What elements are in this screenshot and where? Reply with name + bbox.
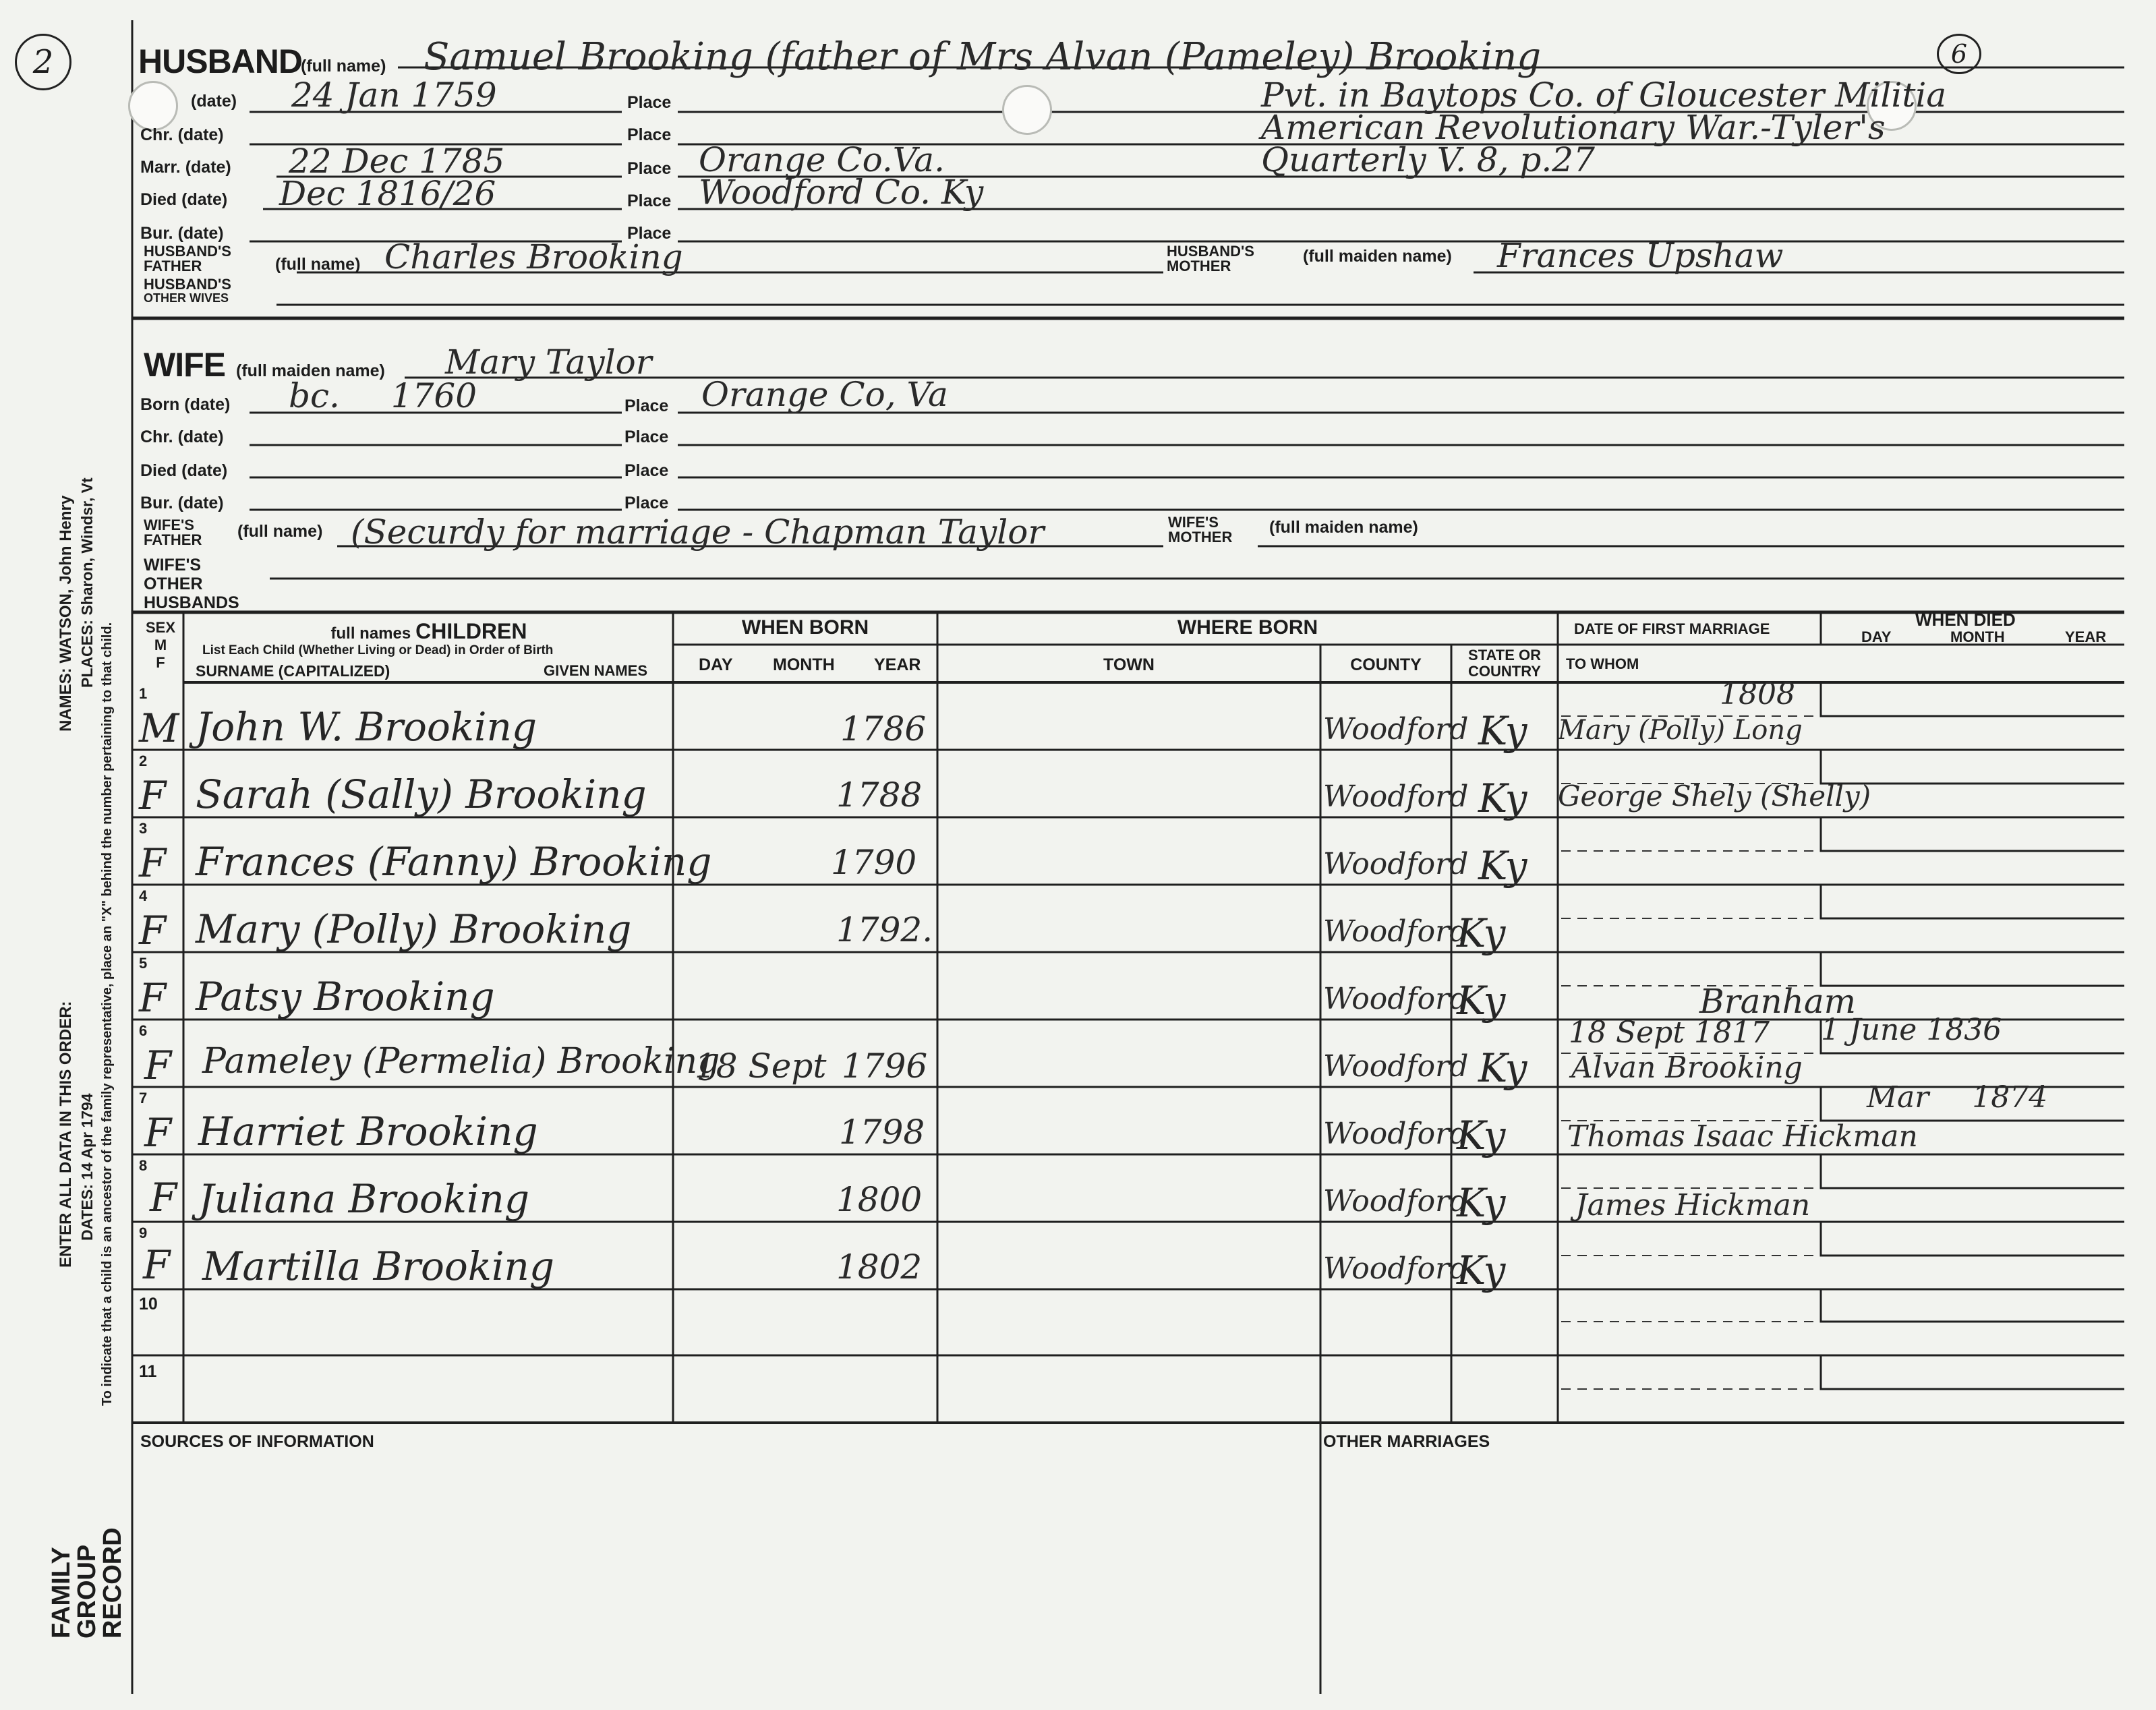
child-sex: F	[150, 1175, 177, 1220]
child-name: Martilla Brooking	[202, 1243, 555, 1289]
husband-born-place-label: Place	[627, 93, 672, 112]
child-sex: F	[139, 975, 167, 1021]
husband-father-label-1: HUSBAND'S	[144, 243, 231, 260]
child-state: Ky	[1457, 978, 1506, 1024]
side-dates-line: DATES: 14 Apr 1794	[78, 1093, 96, 1241]
child-sex: F	[139, 773, 167, 819]
child-row-number: 3	[139, 820, 148, 837]
husband-mother-maiden-label: (full maiden name)	[1303, 247, 1452, 266]
child-row-number: 5	[139, 955, 148, 972]
child-born-year: 1798	[839, 1113, 925, 1152]
child-county: Woodford	[1323, 779, 1469, 814]
child-state: Ky	[1478, 775, 1527, 821]
corner-number-right-text: 6	[1950, 39, 1968, 69]
state-header	[1451, 647, 1558, 680]
other-marriages-label: OTHER MARRIAGES	[1323, 1432, 1490, 1451]
child-state: Ky	[1457, 1113, 1506, 1158]
husband-marr-place-label: Place	[627, 159, 672, 178]
husband-note-line-2: American Revolutionary War.-Tyler's	[1261, 108, 1886, 147]
husband-died-place-label: Place	[627, 191, 672, 210]
wife-mother-maiden-label: (full maiden name)	[1269, 518, 1418, 537]
husband-father-label	[144, 244, 231, 274]
child-state: Ky	[1478, 708, 1527, 754]
husband-father-label-2: FATHER	[144, 258, 202, 274]
wife-father-label	[144, 518, 202, 548]
child-died: 1 June 1836	[1821, 1013, 2002, 1047]
child-name: Patsy Brooking	[196, 974, 495, 1020]
child-county: Woodford	[1323, 914, 1469, 949]
child-name: Frances (Fanny) Brooking	[196, 839, 712, 885]
child-county: Woodford	[1323, 1184, 1469, 1218]
child-spouse: James Hickman	[1575, 1188, 1811, 1222]
child-row-number: 11	[139, 1362, 157, 1381]
child-county: Woodford	[1323, 982, 1469, 1016]
husband-father: Charles Brooking	[384, 237, 683, 276]
husband-died-label: Died (date)	[140, 190, 228, 209]
wife-bur-label: Bur. (date)	[140, 494, 224, 512]
husband-father-fullname-label: (full name)	[275, 255, 361, 274]
sex-header-label: SEX	[145, 619, 176, 636]
child-spouse: George Shely (Shelly)	[1558, 779, 1871, 813]
husband-marr-date: 22 Dec 1785	[289, 142, 505, 181]
side-title-line-1: FAMILY	[47, 1547, 76, 1639]
child-spouse: Mary (Polly) Long	[1558, 715, 1803, 746]
wife-other-husbands-label-3: HUSBANDS	[144, 593, 239, 612]
corner-number-left	[15, 34, 71, 90]
husband-bur-label: Bur. (date)	[140, 224, 224, 243]
wife-died-place-label: Place	[624, 461, 669, 480]
husband-mother-label-1: HUSBAND'S	[1167, 243, 1254, 260]
husband-fullname-label: (full name)	[301, 57, 386, 76]
child-sex: M	[139, 705, 179, 751]
where-born-header: WHERE BORN	[1177, 616, 1318, 639]
child-sex: F	[144, 1042, 172, 1088]
children-label: CHILDREN	[415, 619, 527, 643]
wife-born-place-label: Place	[624, 396, 669, 415]
wife-name: Mary Taylor	[445, 343, 652, 382]
wife-other-husbands-label	[144, 556, 239, 612]
wife-born-place: Orange Co, Va	[701, 375, 948, 414]
child-state: Ky	[1457, 1180, 1506, 1226]
side-names-line: NAMES: WATSON, John Henry	[57, 495, 75, 732]
child-spouse: Branham	[1699, 982, 1857, 1021]
wife-father: (Securdy for marriage - Chapman Taylor	[351, 512, 1045, 552]
husband-mother-label-2: MOTHER	[1167, 258, 1231, 274]
child-row-number: 1	[139, 685, 148, 702]
child-marriage-date: 1808	[1720, 677, 1795, 711]
child-born-year: 1790	[831, 843, 917, 882]
given-names-header: GIVEN NAMES	[544, 662, 648, 679]
child-born-year: 1800	[836, 1180, 923, 1219]
husband-died-place: Woodford Co. Ky	[699, 173, 984, 212]
child-born-day: 18 Sept	[695, 1046, 827, 1086]
born-month-header: MONTH	[773, 655, 835, 674]
husband-heading: HUSBAND	[138, 42, 302, 80]
child-county: Woodford	[1323, 1251, 1469, 1286]
wife-heading: WIFE	[144, 346, 225, 384]
corner-number-left-text: 2	[32, 43, 54, 81]
town-header: TOWN	[1103, 655, 1155, 674]
husband-bur-place-label: Place	[627, 224, 672, 243]
wife-maiden-label: (full maiden name)	[236, 361, 385, 380]
wife-mother-label-2: MOTHER	[1168, 529, 1233, 546]
wife-father-label-2: FATHER	[144, 531, 202, 548]
when-died-header: WHEN DIED	[1915, 610, 2016, 630]
child-row-number: 8	[139, 1157, 148, 1174]
wife-mother-label-1: WIFE'S	[1168, 514, 1219, 531]
sources-label: SOURCES OF INFORMATION	[140, 1432, 374, 1451]
sex-header-f: F	[156, 654, 165, 671]
child-state: Ky	[1457, 1247, 1506, 1293]
husband-chr-place-label: Place	[627, 125, 672, 144]
child-state: Ky	[1478, 843, 1527, 889]
husband-other-wives-label-1: HUSBAND'S	[144, 276, 231, 293]
children-fullnames-label: full names	[330, 624, 411, 643]
husband-died-date: Dec 1816/26	[279, 174, 496, 213]
punch-hole-left	[128, 81, 178, 131]
husband-born-label: (date)	[191, 92, 237, 111]
child-row-number: 4	[139, 887, 148, 904]
wife-father-fullname-label: (full name)	[237, 522, 323, 541]
child-sex: F	[143, 1242, 171, 1288]
died-year-header: YEAR	[2065, 628, 2107, 645]
wife-other-husbands-label-2: OTHER	[144, 574, 203, 593]
punch-hole-center	[1002, 85, 1052, 135]
husband-born-date: 24 Jan 1759	[291, 76, 497, 115]
wife-born-label: Born (date)	[140, 395, 231, 414]
child-died: Mar 1874	[1867, 1080, 2048, 1115]
child-born-year: 1802	[836, 1247, 923, 1287]
child-name: Harriet Brooking	[198, 1109, 538, 1154]
county-header: COUNTY	[1350, 655, 1422, 674]
child-row-number: 9	[139, 1225, 148, 1241]
wife-born-date: bc. 1760	[289, 376, 477, 415]
child-name: Sarah (Sally) Brooking	[196, 771, 647, 817]
died-month-header: MONTH	[1950, 628, 2005, 645]
wife-bur-place-label: Place	[624, 494, 669, 512]
husband-mother-label	[1167, 244, 1254, 274]
child-state: Ky	[1457, 910, 1506, 956]
child-born-year: 1796	[842, 1046, 928, 1086]
child-name: Juliana Brooking	[198, 1176, 530, 1222]
child-name: John W. Brooking	[196, 704, 537, 750]
husband-marr-label: Marr. (date)	[140, 158, 231, 177]
wife-chr-place-label: Place	[624, 428, 669, 446]
side-enter-order: ENTER ALL DATA IN THIS ORDER:	[57, 1001, 75, 1268]
side-indicate-line: To indicate that a child is an ancestor of the family representative, place an "X" behind the number pertaining to that child.	[100, 622, 115, 1406]
side-title	[49, 1436, 125, 1639]
side-title-line-2: GROUP	[73, 1544, 101, 1639]
wife-mother-label	[1168, 515, 1232, 545]
side-places-line: PLACES: Sharon, Windsr, Vt	[78, 477, 96, 688]
children-list-note: List Each Child (Whether Living or Dead) in Order of Birth	[202, 643, 554, 657]
child-row-number: 10	[139, 1295, 158, 1314]
surname-header: SURNAME (CAPITALIZED)	[196, 662, 390, 680]
state-header-1: STATE OR	[1468, 647, 1541, 664]
born-year-header: YEAR	[874, 655, 921, 674]
child-sex: F	[144, 1110, 172, 1156]
child-spouse: Alvan Brooking	[1571, 1051, 1803, 1085]
child-born-year: 1788	[836, 775, 923, 815]
child-row-number: 2	[139, 753, 148, 769]
wife-other-husbands-label-1: WIFE'S	[144, 556, 202, 574]
child-sex: F	[139, 840, 167, 886]
child-born-year: 1792.	[836, 910, 933, 949]
first-marriage-header: DATE OF FIRST MARRIAGE	[1574, 620, 1770, 637]
husband-marr-place: Orange Co.Va.	[699, 140, 945, 179]
died-day-header: DAY	[1861, 628, 1892, 645]
husband-chr-label: Chr. (date)	[140, 125, 224, 144]
wife-chr-label: Chr. (date)	[140, 428, 224, 446]
corner-number-right	[1937, 34, 1981, 74]
child-sex: F	[139, 908, 167, 953]
to-whom-header: TO WHOM	[1566, 655, 1639, 672]
sex-header	[142, 619, 179, 672]
child-county: Woodford	[1323, 1117, 1469, 1151]
child-marriage-date: 18 Sept 1817	[1569, 1015, 1770, 1050]
husband-other-wives-label	[144, 278, 231, 305]
child-name: Pameley (Permelia) Brooking	[202, 1041, 720, 1082]
when-born-header: WHEN BORN	[741, 616, 869, 639]
side-title-line-3: RECORD	[98, 1527, 127, 1639]
child-born-year: 1786	[840, 709, 927, 748]
wife-father-label-1: WIFE'S	[144, 517, 194, 533]
child-county: Woodford	[1323, 712, 1469, 746]
husband-other-wives-label-2: OTHER WIVES	[144, 291, 229, 305]
child-spouse: Thomas Isaac Hickman	[1567, 1119, 1918, 1154]
child-county: Woodford	[1323, 1049, 1469, 1084]
born-day-header: DAY	[699, 655, 733, 674]
husband-note-line-1: Pvt. in Baytops Co. of Gloucester Militia	[1261, 76, 1947, 115]
child-name: Mary (Polly) Brooking	[196, 906, 632, 952]
child-state: Ky	[1478, 1045, 1527, 1091]
child-row-number: 7	[139, 1090, 148, 1107]
sex-header-m: M	[154, 637, 167, 653]
husband-mother: Frances Upshaw	[1497, 236, 1784, 275]
wife-died-label: Died (date)	[140, 461, 228, 480]
child-county: Woodford	[1323, 847, 1469, 881]
state-header-2: COUNTRY	[1468, 663, 1541, 680]
husband-name: Samuel Brooking (father of Mrs Alvan (Pameley) Brooking	[424, 35, 1542, 79]
children-header	[189, 619, 669, 644]
husband-note-line-3: Quarterly V. 8, p.27	[1261, 140, 1595, 179]
child-row-number: 6	[139, 1022, 148, 1039]
